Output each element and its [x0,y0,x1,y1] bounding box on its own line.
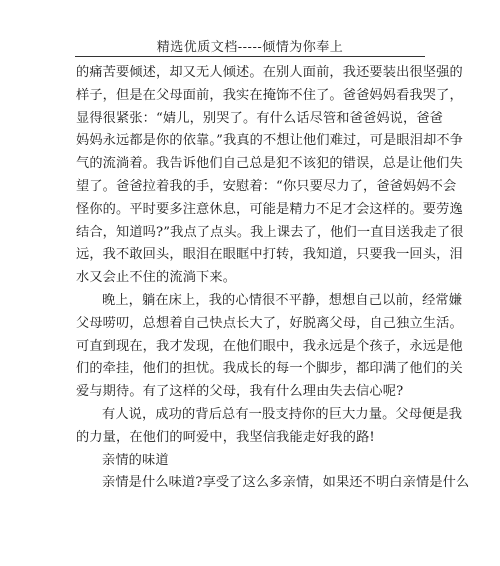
body-text-line: 水又会止不住的流淌下来。 [76,270,237,286]
body-text-line: 气的流淌着。我告诉他们自己总是犯不该犯的错误，总是让他们失 [76,156,463,172]
page-header-title: 精选优质文档-----倾情为你奉上 [156,40,344,55]
header-divider [75,56,425,57]
body-text-line: 结合，知道吗?”我点了点头。我上课去了，他们一直目送我走了很 [76,224,464,240]
document-body [76,62,470,495]
body-text-line: 怪你的。平时要多注意休息，可能是精力不足才会这样的。要劳逸 [76,201,463,217]
body-text-line: 妈妈永远都是你的依靠。”我真的不想让他们难过，可是眼泪却不争 [76,133,464,149]
body-text-line: 可直到现在，我才发现，在他们眼中，我永远是个孩子，永远是他 [76,338,463,354]
body-text-line: 的力量，在他们的呵爱中，我坚信我能走好我的路! [76,429,375,445]
body-text-line: 父母唠叨，总想着自己快点长大了，好脱离父母，自己独立生活。 [76,315,463,331]
body-text-line: 爱与期待。有了这样的父母，我有什么理由失去信心呢? [76,384,404,400]
body-text-line: 亲情是什么味道?享受了这么多亲情，如果还不明白亲情是什么 [102,475,470,491]
body-text-line: 亲情的味道 [102,452,169,468]
body-text-line: 远，我不敢回头，眼泪在眼眶中打转，我知道，只要我一回头，泪 [76,247,463,263]
body-text-line: 有人说，成功的背后总有一股支持你的巨大力量。父母便是我 [102,406,463,422]
body-text-line: 的痛苦要倾述，却又无人倾述。在别人面前，我还要装出很坚强的 [76,65,463,80]
body-text-line: 望了。爸爸拉着我的手，安慰着：“你只要尽力了，爸爸妈妈不会 [76,178,457,194]
body-text-line: 晚上，躺在床上，我的心情很不平静，想想自己以前，经常嫌 [102,292,463,308]
body-text-line: 样子，但是在父母面前，我实在掩饰不住了。爸爸妈妈看我哭了， [76,87,463,103]
body-text-line: 们的牵挂，他们的担忧。我成长的每一个脚步，都印满了他们的关 [76,361,463,377]
body-text-line: 显得很紧张：“婧儿，别哭了。有什么话尽管和爸爸妈说，爸爸 [76,110,444,126]
